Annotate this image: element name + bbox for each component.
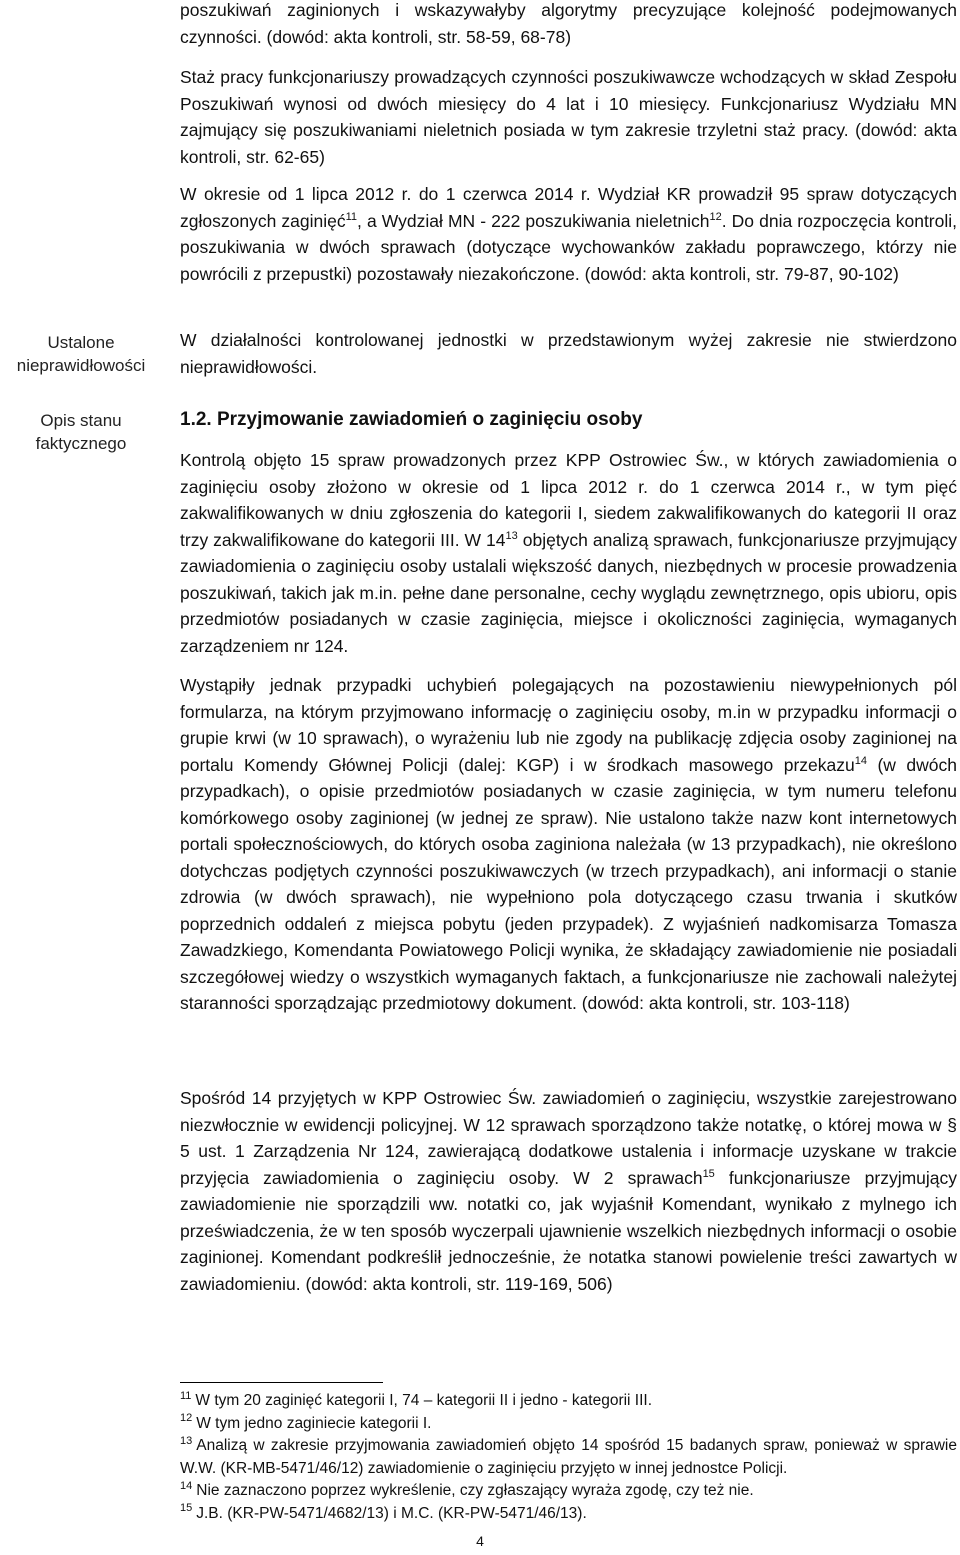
text-run: funkcjonariusze przyjmujący zawiadomienie nie sporządzili ww. notatki co, jak wyjaśnił Komendant, wynikało z mylnego ich przeświadczenia, że w ten sposób wyczerpali ujawnienie wszelkich niezbędnych informacji o osobie zaginionej. Komendant podkreślił jednocześnie, że notatka stanowi powielenie treści zawartych w zawiadomieniu. (dowód: akta kontroli, str. 119-169, 506) bbox=[180, 1167, 958, 1294]
text-run: objętych analizą sprawach, funkcjonariusze przyjmujący zawiadomienia o zaginięciu osoby ustalali większość danych, niezbędnych w procesie prowadzenia poszukiwań, takich jak m.in. pełne dane personalne, cechy wyglądu zewnętrznego, opis ubioru, opis przedmiotów posiadanych w czasie zaginięcia, miejsce i okoliczności zaginięcia, wymaganych zarządzeniem nr 124. bbox=[180, 529, 957, 656]
paragraph-brak-nieprawidlowosci bbox=[180, 327, 957, 380]
page-number: 4 bbox=[476, 1533, 484, 1549]
text-run: . Do dnia rozpoczęcia kontroli, poszukiwania w dwóch sprawach (dotyczące wychowanków zakładu poprawczego, którzy nie powrócili z przepustki) pozostawały niezakończone. (dowód: akta kontroli, str. 79-87, 90-102) bbox=[180, 210, 958, 284]
paragraph-uchybienia bbox=[180, 672, 957, 1017]
footnote-number: 11 bbox=[180, 1389, 192, 1402]
paragraph-text bbox=[180, 1085, 957, 1297]
paragraph-text bbox=[180, 181, 957, 287]
footnote-ref[interactable]: 14 bbox=[854, 754, 867, 767]
paragraph-rejestracja bbox=[180, 1085, 957, 1297]
footnote-number: 14 bbox=[180, 1479, 193, 1492]
footnote-text: Nie zaznaczono poprzez wykreślenie, czy zgłaszający wyraża zgodę, czy też nie. bbox=[196, 1482, 754, 1499]
paragraph-continuation bbox=[180, 0, 957, 50]
footnote-divider bbox=[180, 1382, 383, 1383]
footnote-text: J.B. (KR-PW-5471/4682/13) i M.C. (KR-PW-5471/46/13). bbox=[196, 1504, 587, 1522]
footnote bbox=[180, 1413, 957, 1436]
text-run: (w dwóch przypadkach), o opisie przedmiotów posiadanych w czasie zaginięcia, w tym numeru telefonu komórkowego osoby zaginionej (w jednej ze spraw). Nie ustalono także nazw kont internetowych portali społecznościowych, do których osoba zaginiona należała (w 13 przypadkach), nie określono dotychczas podjętych czynności poszukiwawczych (w trzech przypadkach), ani informacji o stanie zdrowia (w dwóch sprawach), nie wypełniono pola dotyczącego czasu trwania i skutków poprzednich oddaleń z miejsca pobytu (jeden przypadek). Z wyjaśnień nadkomisarza Tomasza Zawadzkiego, Komendanta Powiatowego Policji wynika, że składający zawiadomienie nie posiadali szczegółowej wiedzy o wszystkich wymaganych faktach, a funkcjonariusze nie zachowali należytej staranności sporządzając przedmiotowy dokument. (dowód: akta kontroli, str. 103-118) bbox=[180, 754, 957, 1013]
footnote-ref[interactable]: 12 bbox=[709, 210, 722, 223]
paragraph-okres-spraw bbox=[180, 181, 957, 287]
footnotes bbox=[180, 1390, 957, 1525]
paragraph-text bbox=[180, 672, 957, 1017]
footnote-number: 13 bbox=[180, 1434, 193, 1447]
paragraph-staz-pracy bbox=[180, 64, 957, 170]
text-run: W okresie od 1 lipca 2012 r. do 1 czerwca 2014 r. Wydział KR prowadził 95 spraw dotyczących zgłoszonych zaginięć bbox=[180, 184, 957, 231]
footnote bbox=[180, 1480, 957, 1503]
margin-label-ustalone: Ustalone nieprawidłowości bbox=[16, 333, 146, 375]
footnote-ref[interactable]: 11 bbox=[345, 210, 358, 223]
footnote bbox=[180, 1435, 957, 1480]
footnote-ref[interactable]: 15 bbox=[702, 1167, 715, 1180]
paragraph-text: Staż pracy funkcjonariuszy prowadzących czynności poszukiwawcze wchodzących w skład Zespołu Poszukiwań wynosi od dwóch miesięcy do 4 lat i 10 miesięcy. Funkcjonariusz Wydziału MN zajmujący się poszukiwaniami nieletnich posiada w tym zakresie trzyletni staż pracy. (dowód: akta kontroli, str. 62-65) bbox=[180, 67, 957, 167]
footnote-number: 12 bbox=[180, 1412, 193, 1425]
margin-label-opis-stanu: Opis stanu faktycznego bbox=[35, 411, 127, 453]
footnote-text: W tym 20 zaginięć kategorii I, 74 – kategorii II i jedno - kategorii III. bbox=[195, 1392, 653, 1409]
footnote-text: W tym jedno zaginiecie kategorii I. bbox=[196, 1414, 432, 1432]
section-heading: 1.2. Przyjmowanie zawiadomień o zaginięciu osoby bbox=[180, 409, 643, 430]
paragraph-text: poszukiwań zaginionych i wskazywałyby algorytmy precyzujące kolejność podejmowanych czynności. (dowód: akta kontroli, str. 58-59, 68-78) bbox=[180, 0, 957, 47]
paragraph-kontrola bbox=[180, 447, 957, 659]
footnote bbox=[180, 1390, 957, 1413]
footnote-text: Analizą w zakresie przyjmowania zawiadomień objęto 14 spośród 15 badanych spraw, ponieważ w sprawie W.W. (KR-MB-5471/46/12) zawiadomienie o zaginięciu przyjęto w innej jednostce Policji. bbox=[180, 1437, 957, 1477]
text-run: , a Wydział MN - 222 poszukiwania nieletnich bbox=[357, 210, 710, 231]
text-run: Kontrolą objęto 15 spraw prowadzonych przez KPP Ostrowiec Św., w których zawiadomienia o zaginięciu osoby złożono w okresie od 1 lipca 2012 r. do 1 czerwca 2014 r., w tym pięć zakwalifikowanych w dniu zgłoszenia do kategorii I, siedem zakwalifikowanych do kategorii II oraz trzy zakwalifikowane do kategorii III. W 14 bbox=[180, 450, 957, 550]
footnote bbox=[180, 1503, 957, 1526]
paragraph-text: W działalności kontrolowanej jednostki w przedstawionym wyżej zakresie nie stwierdzono nieprawidłowości. bbox=[180, 330, 957, 377]
footnote-ref[interactable]: 13 bbox=[505, 529, 518, 542]
text-run: Spośród 14 przyjętych w KPP Ostrowiec Św. zawiadomień o zaginięciu, wszystkie zarejestrowano niezwłocznie w ewidencji policyjnej. W 12 sprawach sporządzono także notatkę, o której mowa w § 5 ust. 1 Zarządzenia Nr 124, zawierającą dodatkowe ustalenia i informacje uzyskane w trakcie przyjęcia zawiadomienia o zaginięciu osoby. W 2 sprawach bbox=[180, 1088, 957, 1188]
paragraph-text bbox=[180, 447, 957, 659]
text-run: Wystąpiły jednak przypadki uchybień polegających na pozostawieniu niewypełnionych pól formularza, na którym przyjmowano informację o zaginięciu osoby, m.in w przypadku informacji o grupie krwi (w 10 sprawach), o wyrażeniu lub nie zgody na publikację zdjęcia osoby zaginionej na portalu Komendy Głównej Policji (dalej: KGP) i w środkach masowego przekazu bbox=[180, 675, 957, 775]
footnote-number: 15 bbox=[180, 1502, 193, 1515]
